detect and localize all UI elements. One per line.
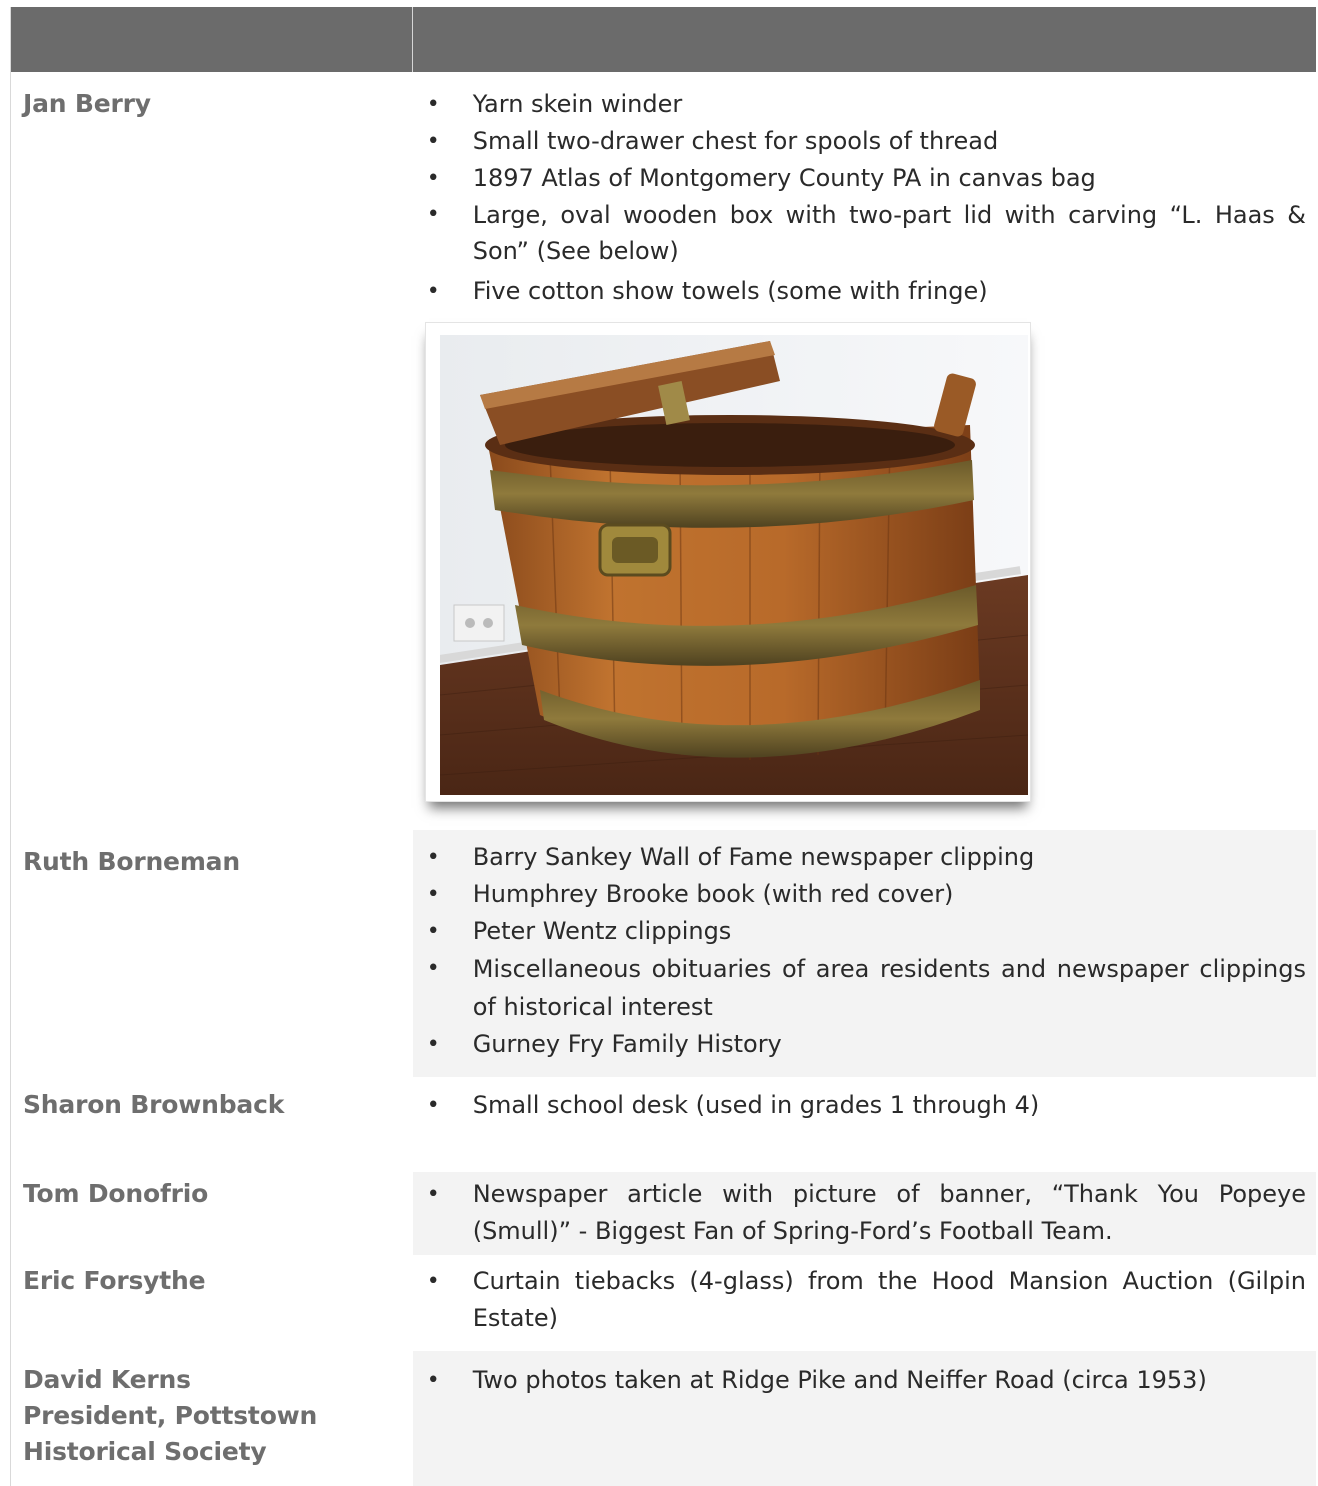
items-cell	[413, 1351, 1316, 1486]
list-item: • Humphrey Brooke book (with red cover)	[413, 876, 1316, 913]
list-item: • Peter Wentz clippings	[413, 913, 1316, 950]
donor-cell	[11, 1077, 413, 1172]
donor-cell	[11, 1351, 413, 1486]
donor-name: Ruth Borneman	[23, 847, 240, 876]
bullet-icon: •	[426, 845, 440, 870]
donor-organization: Historical Society	[23, 1437, 267, 1466]
donor-name: Sharon Brownback	[23, 1090, 285, 1119]
bullet-icon: •	[426, 1032, 440, 1057]
donor-name: Eric Forsythe	[23, 1266, 206, 1295]
bullet-icon: •	[426, 279, 440, 304]
table-row	[10, 1077, 1316, 1172]
item-list	[413, 1263, 1316, 1337]
items-cell	[413, 1172, 1316, 1255]
donor-cell	[11, 1172, 413, 1255]
table-row	[10, 72, 1316, 830]
bullet-icon: •	[426, 92, 440, 117]
list-item: • Barry Sankey Wall of Fame newspaper clipping	[413, 839, 1316, 876]
wooden-tub-photo	[425, 322, 1035, 827]
list-item: • Curtain tiebacks (4-glass) from the Hood Mansion Auction (Gilpin Estate)	[413, 1263, 1316, 1337]
items-cell	[413, 1255, 1316, 1351]
header-cell-items	[413, 7, 1316, 72]
bullet-icon: •	[426, 202, 440, 227]
list-item: • Gurney Fry Family History	[413, 1026, 1316, 1063]
donor-cell	[11, 72, 413, 830]
item-list	[413, 1087, 1316, 1124]
bullet-icon: •	[426, 919, 440, 944]
table-row	[10, 1172, 1316, 1255]
wooden-tub-image	[440, 335, 1028, 795]
list-item: • Small school desk (used in grades 1 through 4)	[413, 1087, 1316, 1124]
item-list	[413, 839, 1316, 1063]
list-item: • Two photos taken at Ridge Pike and Neiffer Road (circa 1953)	[413, 1362, 1316, 1399]
bullet-icon: •	[426, 1368, 440, 1393]
bullet-icon: •	[426, 956, 440, 981]
donor-name: Tom Donofrio	[23, 1179, 209, 1208]
items-cell	[413, 1077, 1316, 1172]
donor-title: President, Pottstown	[23, 1401, 318, 1430]
list-item: • Miscellaneous obituaries of area residents and newspaper clippings of historical interest	[413, 950, 1316, 1026]
list-item: • Yarn skein winder	[413, 86, 1316, 123]
photo-frame	[425, 322, 1031, 802]
donor-cell	[11, 1255, 413, 1351]
item-list	[413, 1362, 1316, 1399]
list-item: • Small two-drawer chest for spools of thread	[413, 123, 1316, 160]
table-row	[10, 830, 1316, 1077]
donor-name: Jan Berry	[23, 89, 151, 118]
list-item: • Large, oval wooden box with two-part lid with carving “L. Haas & Son” (See below)	[413, 197, 1316, 269]
bullet-icon: •	[426, 1269, 440, 1294]
table-row	[10, 1351, 1316, 1486]
bullet-icon: •	[426, 882, 440, 907]
bullet-icon: •	[426, 1093, 440, 1118]
items-cell	[413, 830, 1316, 1077]
items-cell	[413, 72, 1316, 830]
donor-cell	[11, 830, 413, 1077]
bullet-icon: •	[426, 166, 440, 191]
header-cell-name	[11, 7, 413, 72]
bullet-icon: •	[426, 1182, 440, 1207]
item-list	[413, 86, 1316, 310]
list-item: • Five cotton show towels (some with fringe)	[413, 273, 1316, 310]
donations-table	[10, 7, 1316, 1486]
bullet-icon: •	[426, 129, 440, 154]
table-row	[10, 1255, 1316, 1351]
donor-name: David Kerns	[23, 1365, 191, 1394]
item-list	[413, 1176, 1316, 1250]
list-item: • 1897 Atlas of Montgomery County PA in canvas bag	[413, 160, 1316, 197]
list-item: • Newspaper article with picture of banner, “Thank You Popeye (Smull)” - Biggest Fan of Spring-Ford’s Football Team.	[413, 1176, 1316, 1250]
table-header	[10, 7, 1316, 72]
